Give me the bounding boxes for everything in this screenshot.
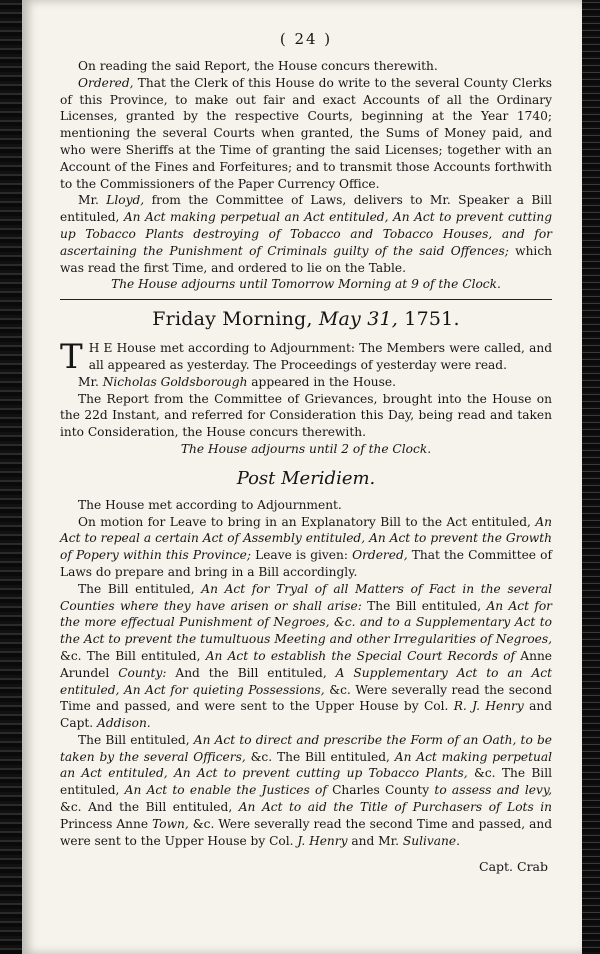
text-run: and Capt. (60, 699, 553, 731)
heading-text: Friday Morning, (152, 308, 319, 331)
book-page (22, 0, 582, 954)
paragraph-bills-oath (60, 732, 552, 850)
ordered-label: Ordered, (78, 75, 134, 90)
text-run: &c. The Bill entituled, (60, 766, 552, 798)
text-run: appeared in the House. (247, 374, 396, 389)
binding-edge-left (0, 0, 22, 954)
bill-title: An Act making perpetual an Act entituled, An Act to prevent cutting up Tobacco Plants destroying of Tobacco and Tobacco Houses, and for ascertaining the Punishment of Criminals guilty of the said Offences; (60, 210, 552, 258)
text-run: &c. Were severally read the second Time and passed, and were sent to the Upper House by Col. (60, 816, 552, 848)
text-run: &c. And the Bill entituled, (60, 800, 239, 815)
paragraph-grievances-report: The Report from the Committee of Grievances, brought into the House on the 22d Instant, and referred for Consideration this Day, being read and taken into Consideration, the House concurs therewith. (60, 391, 552, 440)
page-number: ( 24 ) (279, 30, 333, 48)
text-run: Mr. (78, 374, 103, 389)
bill-title: An Act to repeal a certain Act of Assembly entituled, An Act to prevent the Growth of Popery within this Province; (60, 514, 552, 563)
text-run: The Bill entituled, (361, 598, 487, 613)
person-name: Addison. (97, 716, 151, 731)
section-divider (60, 299, 552, 300)
bill-title: An Act for the more effectual Punishment of Negroes, &c. and to a Supplementary Act to the Act to prevent the tumultuous Meeting and other Irregularities of Negroes, (60, 598, 552, 647)
heading-friday-morning (60, 308, 552, 330)
ordered-label: Ordered, (352, 548, 408, 563)
person-name: J. Henry (297, 833, 348, 848)
paragraph-explanatory-bill (60, 514, 552, 581)
paragraph-report-concurs: On reading the said Report, the House concurs therewith. (78, 59, 438, 73)
person-name: R. J. Henry (453, 699, 524, 714)
text-run: On motion for Leave to bring in an Explanatory Bill to the Act entituled, (78, 514, 536, 529)
catchword: Capt. Crab (479, 859, 548, 875)
text-run: That the Committee of Laws do prepare and bring in a Bill accordingly. (60, 548, 552, 579)
text-run: which was read the first Time, and ordered to lie on the Table. (60, 243, 552, 275)
text-run: from the Committee of Laws, delivers to Mr. Speaker a Bill entituled, (60, 193, 553, 225)
paragraph-house-met (60, 337, 552, 378)
paragraph-house-met-pm: The House met according to Adjournment. (78, 497, 342, 512)
paragraph-goldsborough (60, 374, 552, 391)
bill-title: An Act for Tryal of all Matters of Fact in the several Counties where they have arisen or shall arise: (60, 581, 552, 613)
person-name: Sulivane. (402, 833, 460, 848)
bill-title: An Act to establish the Special Court Records of (205, 648, 516, 663)
bill-title: to assess and levy, (434, 783, 553, 798)
text-run: Mr. (78, 193, 107, 208)
page-content (60, 30, 552, 874)
person-name: Nicholas Goldsborough (102, 374, 248, 389)
bill-title: An Act making perpetual an Act entituled, An Act to prevent cutting up Tobacco Plants, (60, 749, 553, 781)
page-edge-right (582, 0, 600, 954)
paragraph-bills-read-second (60, 581, 552, 732)
text-run: Leave is given: (251, 548, 353, 563)
adjournment-text: The House adjourns until Tomorrow Morning at 9 of the Clock. (111, 277, 501, 292)
paragraph-ordered-clerk (60, 75, 552, 193)
bill-title: An Act to aid the Title of Purchasers of Lots in (238, 800, 552, 815)
adjournment-notice (60, 276, 552, 293)
bill-title: An Act to direct and prescribe the Form of an Oath, to be taken by the several Officers, (60, 732, 552, 764)
text-run: &c. The Bill entituled, (60, 648, 206, 663)
person-name: Lloyd, (106, 193, 145, 208)
paragraph-lloyd-bill (60, 192, 552, 276)
text-run: and Mr. (347, 833, 403, 848)
bill-title: A Supplementary Act to an Act entituled, An Act for quieting Possessions, (60, 665, 552, 697)
text-run: The Bill entituled, (78, 732, 194, 747)
text-run: &c. Were severally read the second Time and passed, and were sent to the Upper House by Col. (60, 682, 552, 714)
bill-title: An Act to enable the Justices of (124, 783, 327, 798)
place-name: Anne Arundel (60, 648, 553, 680)
adjournment-text: The House adjourns until 2 of the Clock. (180, 441, 432, 456)
text-run: And the Bill entituled, (166, 665, 336, 680)
heading-year: 1751. (398, 308, 460, 331)
heading-date: May 31, (318, 308, 399, 331)
place-name: Charles County (326, 783, 435, 798)
drop-cap: T (60, 337, 83, 378)
bill-title: County: (118, 665, 167, 680)
bill-title: Town, (152, 816, 189, 831)
text-run: &c. The Bill entituled, (245, 749, 395, 764)
heading-post-meridiem: Post Meridiem. (236, 467, 376, 489)
text-run: H E House met according to Adjournment: The Members were called, and all appeared as yesterday. The Proceedings of yesterday were read. (88, 341, 552, 372)
text-run: The Bill entituled, (78, 581, 202, 596)
adjournment-notice (60, 441, 552, 458)
place-name: Princess Anne (60, 816, 153, 831)
ordered-text: That the Clerk of this House do write to the several County Clerks of this Province, to make out fair and exact Accounts of all the Ordinary Licenses, granted by the respective Courts, beginning at the Year 1740; mentioning the several Courts when granted, the Sums of Money paid, and who were Sheriffs at the Time of granting the said Licenses; together with an Account of the Fines and Forfeitures; and to transmit those Accounts forthwith to the Commissioners of the Paper Currency Office. (60, 75, 552, 191)
